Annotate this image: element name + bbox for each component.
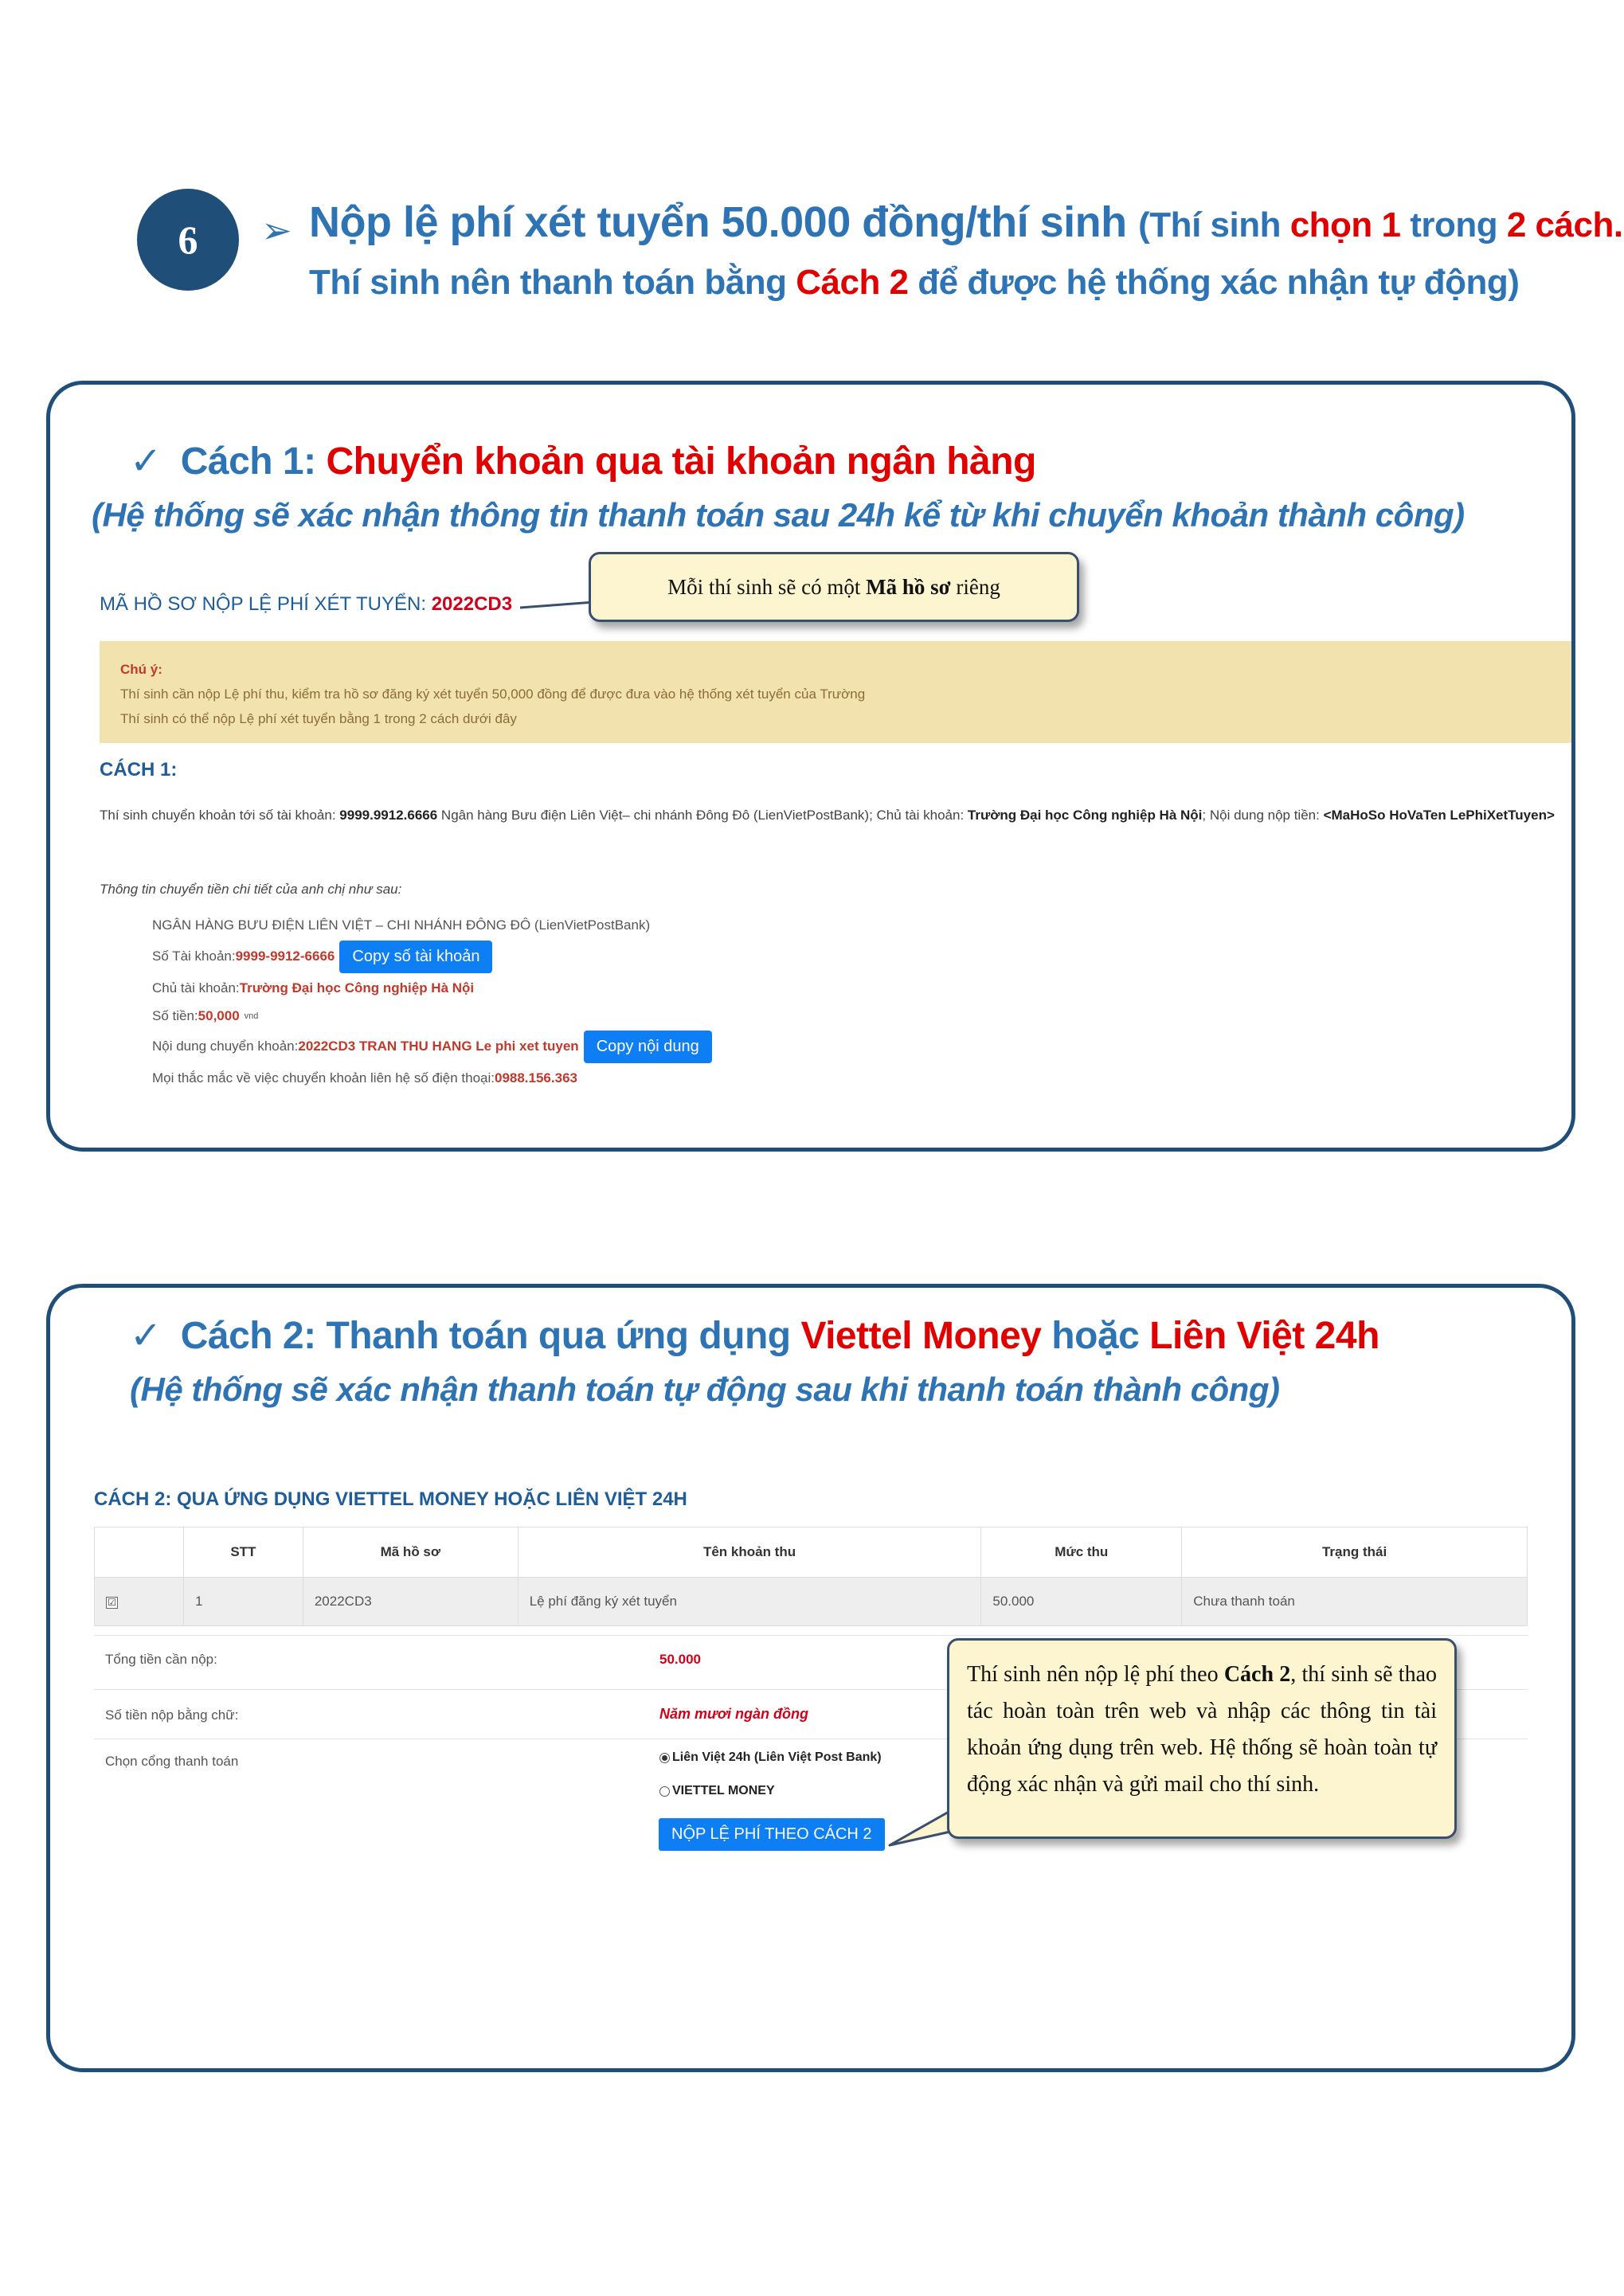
col-header-khoanthu: Tên khoản thu [518,1527,981,1578]
words-label: Số tiền nộp bằng chữ: [105,1707,239,1723]
method1-title-prefix: Cách 1: [180,440,327,483]
method2-title-mid: hoặc [1041,1315,1150,1357]
transfer-details [152,910,712,1093]
transfer-content-format: <MaHoSo HoVaTen LePhiXetTuyen> [1323,808,1555,823]
mahoso-code: 2022CD3 [431,593,513,615]
header-title-paren: (Thí sinh [1138,205,1290,244]
transfer-text: Ngân hàng Bưu điện Liên Việt– chi nhánh Đông Đô (LienVietPostBank); Chủ tài khoản: [437,808,968,823]
gateway-option-lienviet-label: Liên Việt 24h (Liên Việt Post Bank) [672,1750,882,1764]
cell-khoanthu: Lệ phí đăng ký xét tuyển [518,1578,981,1626]
cell-mahoso: 2022CD3 [303,1578,518,1626]
checkmark-icon: ✓ [130,1315,162,1357]
method1-subtitle: (Hệ thống sẽ xác nhận thông tin thanh toán sau 24h kể từ khi chuyển khoản thành công) [92,496,1465,534]
owner-label: Chủ tài khoản: [152,980,240,995]
method2-panel [46,1284,1575,2072]
contact-label: Mọi thắc mắc về việc chuyển khoản liên hệ số điện thoại: [152,1070,495,1085]
step-number-badge: 6 [137,189,239,291]
fee-table [94,1527,1528,1626]
method2-subtitle: (Hệ thống sẽ xác nhận thanh toán tự động sau khi thanh toán thành công) [130,1371,1280,1408]
col-header-stt: STT [183,1527,303,1578]
header-subtitle-method2: Cách 2 [796,263,909,302]
header-title-choose: chọn 1 [1289,205,1401,244]
radio-unselected-icon[interactable] [659,1786,670,1797]
row-checkbox[interactable]: ☑ [106,1597,118,1609]
contact-row [152,1063,712,1093]
mahoso-callout [589,552,1079,622]
amount-value: 50,000 [198,1008,240,1023]
owner-value: Trường Đại học Công nghiệp Hà Nội [239,980,475,995]
amount-row [152,1003,712,1030]
account-label: Số Tài khoản: [152,949,236,964]
amount-unit: vnd [244,1011,259,1021]
transfer-owner: Trường Đại học Công nghiệp Hà Nội [967,808,1203,823]
transfer-text: Thí sinh chuyển khoản tới số tài khoản: [100,808,340,823]
method2-app-lienviet: Liên Việt 24h [1149,1315,1379,1357]
header-subtitle-b: để được hệ thống xác nhận tự động) [908,263,1520,302]
copy-content-button[interactable]: Copy nội dung [584,1031,712,1063]
method2-callout [947,1638,1457,1839]
cell-mucthu: 50.000 [981,1578,1182,1626]
col-header-mahoso: Mã hồ sơ [303,1527,518,1578]
header-subtitle-a: Thí sinh nên thanh toán bằng [309,263,796,302]
transfer-text: ; Nội dung nộp tiền: [1202,808,1324,823]
transfer-instructions [100,803,1573,828]
method2-callout-suffix: , thí sinh sẽ thao tác hoàn toàn trên web và nhập các thông tin tài khoản ứng dụng trên web. Hệ thống sẽ hoàn toàn tự động xác nhận và gửi mail cho thí sinh. [967,1662,1437,1797]
content-row [152,1030,712,1063]
radio-selected-icon[interactable] [659,1753,670,1763]
account-value: 9999-9912-6666 [235,949,335,964]
contact-phone: 0988.156.363 [494,1070,577,1085]
cell-stt: 1 [183,1578,303,1626]
method1-title [130,439,1036,483]
mahoso-label [100,593,512,616]
cell-trangthai: Chưa thanh toán [1182,1578,1528,1626]
words-value: Năm mươi ngàn đồng [659,1706,808,1722]
col-header-mucthu: Mức thu [981,1527,1182,1578]
header-subtitle [309,263,1519,303]
notice-line: Thí sinh có thể nộp Lệ phí xét tuyển bằng 1 trong 2 cách dưới đây [120,711,517,726]
header-title-in: trong [1400,205,1507,244]
method2-title-prefix: Cách 2: Thanh toán qua ứng dụng [180,1315,801,1357]
mahoso-label-text: MÃ HỒ SƠ NỘP LỆ PHÍ XÉT TUYỂN: [100,593,432,615]
cach2-heading: CÁCH 2: QUA ỨNG DỤNG VIETTEL MONEY HOẶC LIÊN VIỆT 24H [94,1488,687,1510]
total-value: 50.000 [659,1652,701,1667]
mahoso-callout-bold: Mã hồ sơ [866,574,951,599]
copy-account-button[interactable]: Copy số tài khoản [339,941,492,973]
method2-callout-bold: Cách 2 [1223,1662,1291,1687]
col-header-select [95,1527,184,1578]
header-title [309,198,1623,247]
select-cell [95,1578,184,1626]
method2-app-viettel: Viettel Money [800,1315,1042,1357]
table-row [95,1578,1528,1626]
notice-line: Thí sinh cần nộp Lệ phí thu, kiểm tra hồ sơ đăng ký xét tuyển 50,000 đồng để được đưa vào hệ thống xét tuyển của Trường [120,686,866,702]
details-heading: Thông tin chuyển tiền chi tiết của anh chị như sau: [100,882,402,897]
checkmark-icon: ✓ [130,440,162,483]
method1-title-main: Chuyển khoản qua tài khoản ngân hàng [326,440,1036,483]
method2-title [130,1313,1379,1358]
table-header-row [95,1527,1528,1578]
mahoso-callout-suffix: riêng [950,574,1000,599]
content-value: 2022CD3 TRAN THU HANG Le phi xet tuyen [298,1038,579,1054]
amount-label: Số tiền: [152,1008,198,1023]
gateway-option-viettel-label: VIETTEL MONEY [672,1784,775,1797]
bank-name-row [152,910,712,940]
header-title-main: Nộp lệ phí xét tuyển 50.000 đồng/thí sinh [309,198,1139,246]
cach1-heading: CÁCH 1: [100,759,178,780]
header-title-two-ways: 2 cách. [1506,205,1623,244]
account-row [152,940,712,973]
method2-callout-prefix: Thí sinh nên nộp lệ phí theo [967,1662,1224,1687]
col-header-trangthai: Trạng thái [1182,1527,1528,1578]
owner-row [152,973,712,1003]
gateway-option-viettel[interactable] [659,1784,775,1798]
mahoso-callout-prefix: Mỗi thí sinh sẽ có một [667,574,867,599]
pay-method2-button[interactable]: NỘP LỆ PHÍ THEO CÁCH 2 [659,1818,885,1851]
gateway-label: Chọn cổng thanh toán [105,1754,239,1769]
notice-title: Chú ý: [120,662,162,677]
gateway-option-lienviet[interactable] [659,1750,882,1765]
total-label: Tổng tiền cần nộp: [105,1652,217,1667]
arrow-bullet-icon: ➢ [261,209,292,251]
bank-name: NGÂN HÀNG BƯU ĐIỆN LIÊN VIỆT – CHI NHÁNH ĐÔNG ĐÔ (LienVietPostBank) [152,917,651,933]
content-label: Nội dung chuyển khoản: [152,1038,299,1054]
notice-box [100,641,1571,743]
method1-panel [46,381,1575,1152]
transfer-account: 9999.9912.6666 [339,808,438,823]
